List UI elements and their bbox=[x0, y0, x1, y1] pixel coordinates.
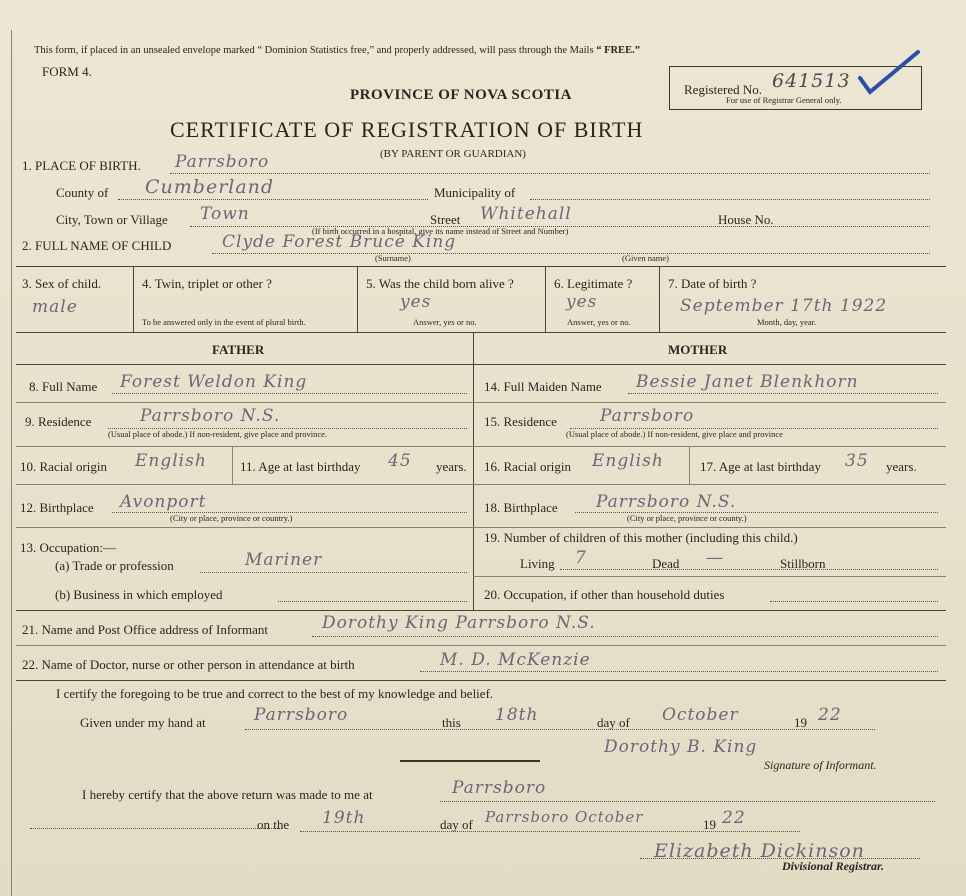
dob-label: 7. Date of birth ? bbox=[668, 276, 757, 291]
form-number: FORM 4. bbox=[42, 64, 92, 79]
registered-label: Registered No. bbox=[684, 82, 762, 97]
divider-line bbox=[400, 760, 540, 762]
father-occupation-label: 13. Occupation:— bbox=[20, 540, 117, 555]
registered-note: For use of Registrar General only. bbox=[726, 95, 842, 105]
this-label: this bbox=[442, 715, 461, 730]
surname-note: (Surname) bbox=[375, 253, 411, 263]
registrar-text: I hereby certify that the above return was made to me at bbox=[82, 787, 373, 802]
registrar-title: Divisional Registrar. bbox=[782, 859, 885, 873]
father-name-value: Forest Weldon King bbox=[120, 372, 308, 392]
left-margin-line bbox=[11, 30, 12, 896]
father-business-label: (b) Business in which employed bbox=[55, 587, 223, 602]
day-of-label: day of bbox=[597, 715, 630, 730]
mother-birthplace-note: (City or place, province or county.) bbox=[627, 513, 747, 523]
mother-name-value: Bessie Janet Blenkhorn bbox=[636, 372, 859, 392]
registrar-year-prefix: 19 bbox=[703, 817, 716, 832]
father-trade-label: (a) Trade or profession bbox=[55, 558, 174, 573]
mother-heading: MOTHER bbox=[668, 342, 728, 357]
registrar-month: Parrsboro October bbox=[485, 808, 644, 826]
father-trade-value: Mariner bbox=[245, 550, 323, 570]
mother-name-label: 14. Full Maiden Name bbox=[484, 379, 602, 394]
given-year-prefix: 19 bbox=[794, 715, 807, 730]
father-birthplace-label: 12. Birthplace bbox=[20, 500, 94, 515]
province-title: PROVINCE OF NOVA SCOTIA bbox=[350, 87, 572, 103]
living-value: 7 bbox=[575, 548, 587, 568]
certify-text: I certify the foregoing to be true and correct to the best of my knowledge and belief. bbox=[56, 686, 494, 701]
child-name-label: 2. FULL NAME OF CHILD bbox=[22, 238, 172, 253]
alive-label: 5. Was the child born alive ? bbox=[366, 276, 514, 291]
dob-note: Month, day, year. bbox=[757, 317, 817, 327]
alive-value: yes bbox=[400, 292, 432, 312]
father-residence-value: Parrsboro N.S. bbox=[140, 406, 281, 426]
county-label: County of bbox=[56, 185, 109, 200]
mother-residence-value: Parrsboro bbox=[600, 406, 695, 426]
mother-race-label: 16. Racial origin bbox=[484, 459, 572, 474]
informant-signature: Dorothy B. King bbox=[604, 737, 758, 757]
father-residence-label: 9. Residence bbox=[25, 414, 92, 429]
stillborn-label: Stillborn bbox=[780, 556, 826, 571]
father-residence-note: (Usual place of abode.) If non-resident, give place and province. bbox=[108, 429, 328, 439]
hospital-note: (If birth occurred in a hospital, give its name instead of Street and Number) bbox=[312, 226, 569, 236]
given-month: October bbox=[662, 705, 739, 725]
alive-note: Answer, yes or no. bbox=[413, 317, 477, 327]
informant-label: 21. Name and Post Office address of Informant bbox=[22, 622, 268, 637]
mother-residence-note: (Usual place of abode.) If non-resident, give place and province bbox=[566, 429, 783, 439]
doctor-label: 22. Name of Doctor, nurse or other person in attendance at birth bbox=[22, 657, 355, 672]
mother-birthplace-label: 18. Birthplace bbox=[484, 500, 558, 515]
given-name-note: (Given name) bbox=[622, 253, 669, 263]
legitimate-value: yes bbox=[566, 292, 598, 312]
mail-notice: This form, if placed in an unsealed envelope marked “ Dominion Statistics free,” and properly addressed, will pass through the Mails “ FREE.” bbox=[34, 45, 640, 56]
registrar-signature: Elizabeth Dickinson bbox=[654, 840, 865, 862]
father-birthplace-note: (City or place, province or country.) bbox=[170, 513, 293, 523]
registrar-day: 19th bbox=[322, 808, 366, 828]
dead-label: Dead bbox=[652, 556, 680, 571]
legitimate-label: 6. Legitimate ? bbox=[554, 276, 633, 291]
legitimate-note: Answer, yes or no. bbox=[567, 317, 631, 327]
registrar-day-of: day of bbox=[440, 817, 473, 832]
twin-label: 4. Twin, triplet or other ? bbox=[142, 276, 272, 291]
sex-value: male bbox=[32, 297, 78, 317]
mother-birthplace-value: Parrsboro N.S. bbox=[596, 492, 737, 512]
mother-residence-label: 15. Residence bbox=[484, 414, 557, 429]
father-age-label: 11. Age at last birthday bbox=[240, 459, 361, 474]
house-no-label: House No. bbox=[718, 212, 774, 227]
mother-years-label: years. bbox=[886, 459, 917, 474]
city-value: Town bbox=[200, 204, 250, 224]
father-heading: FATHER bbox=[212, 342, 265, 357]
given-label: Given under my hand at bbox=[80, 715, 206, 730]
father-years-label: years. bbox=[436, 459, 467, 474]
father-age-value: 45 bbox=[388, 451, 412, 471]
registrar-year: 22 bbox=[722, 808, 746, 828]
living-label: Living bbox=[520, 556, 555, 571]
mother-occupation-label: 20. Occupation, if other than household duties bbox=[484, 587, 725, 602]
informant-value: Dorothy King Parrsboro N.S. bbox=[322, 613, 596, 633]
signature-label: Signature of Informant. bbox=[764, 758, 877, 772]
street-value: Whitehall bbox=[480, 204, 572, 224]
father-name-label: 8. Full Name bbox=[29, 379, 98, 394]
child-name-value: Clyde Forest Bruce King bbox=[222, 232, 457, 252]
registrar-place: Parrsboro bbox=[452, 778, 547, 798]
mother-children-label: 19. Number of children of this mother (including this child.) bbox=[484, 530, 798, 545]
registered-number: 641513 bbox=[772, 70, 851, 92]
doctor-value: M. D. McKenzie bbox=[440, 650, 591, 670]
free-label: “ FREE.” bbox=[596, 45, 640, 56]
dead-value: — bbox=[706, 548, 724, 568]
certificate-subtitle: (BY PARENT OR GUARDIAN) bbox=[380, 148, 526, 160]
father-birthplace-value: Avonport bbox=[120, 492, 207, 512]
certificate-title: CERTIFICATE OF REGISTRATION OF BIRTH bbox=[170, 117, 644, 142]
father-race-label: 10. Racial origin bbox=[20, 459, 108, 474]
dob-value: September 17th 1922 bbox=[680, 296, 888, 316]
twin-note: To be answered only in the event of plural birth. bbox=[142, 317, 306, 327]
mother-race-value: English bbox=[592, 451, 664, 471]
on-the-label: on the bbox=[257, 817, 290, 832]
father-race-value: English bbox=[135, 451, 207, 471]
county-value: Cumberland bbox=[145, 176, 275, 198]
city-label: City, Town or Village bbox=[56, 212, 168, 227]
municipality-label: Municipality of bbox=[434, 185, 516, 200]
check-mark-icon bbox=[856, 48, 926, 104]
place-of-birth-value: Parrsboro bbox=[175, 152, 270, 172]
given-day: 18th bbox=[495, 705, 539, 725]
place-of-birth-label: 1. PLACE OF BIRTH. bbox=[22, 158, 141, 173]
mother-age-value: 35 bbox=[845, 451, 869, 471]
sex-label: 3. Sex of child. bbox=[22, 276, 102, 291]
mother-age-label: 17. Age at last birthday bbox=[700, 459, 821, 474]
given-place: Parrsboro bbox=[254, 705, 349, 725]
street-label: Street bbox=[430, 212, 461, 227]
given-year: 22 bbox=[818, 705, 842, 725]
